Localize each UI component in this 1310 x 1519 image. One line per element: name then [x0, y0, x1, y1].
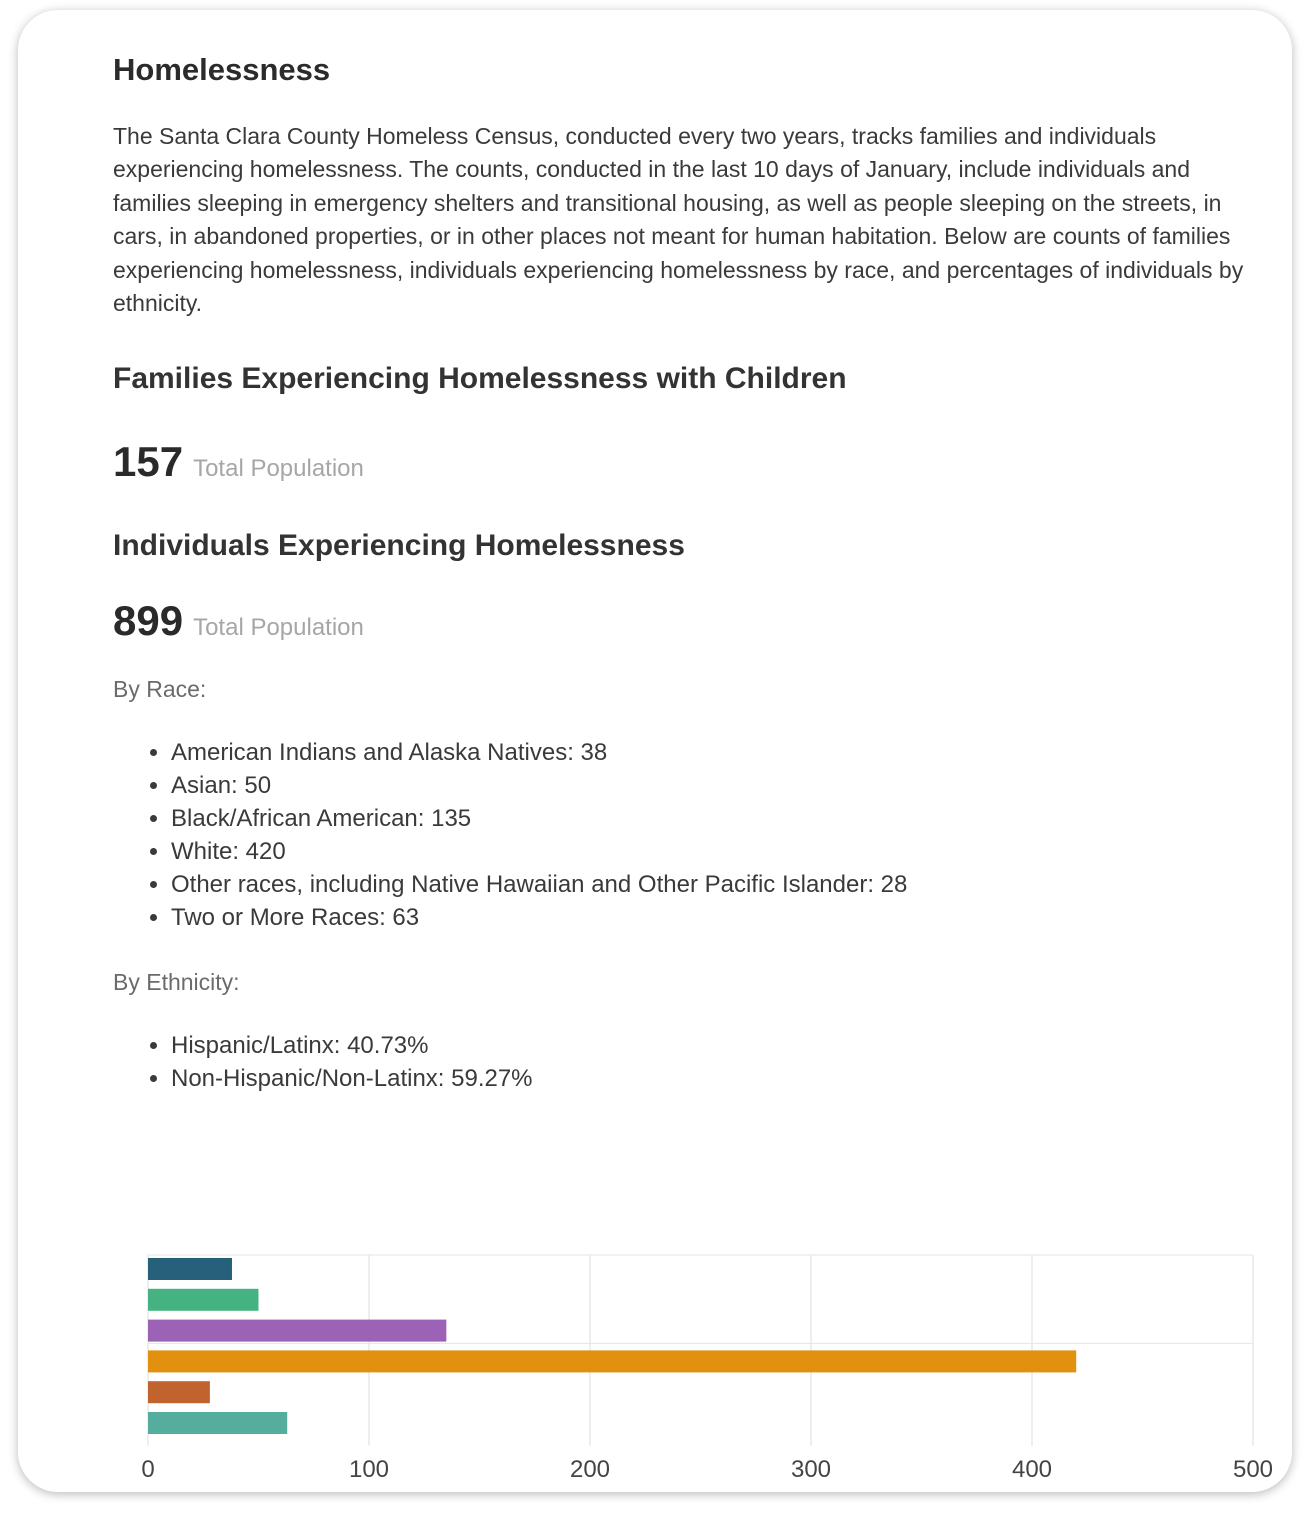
individuals-stat [113, 597, 364, 645]
bar[interactable] [148, 1412, 287, 1434]
list-item: • White: 420 [171, 835, 907, 868]
individuals-count: 899 [113, 597, 184, 644]
list-item: • Two or More Races: 63 [171, 901, 907, 934]
bar[interactable] [148, 1381, 210, 1403]
ethnicity-list [113, 1029, 533, 1095]
list-item: • Non-Hispanic/Non-Latinx: 59.27% [171, 1062, 533, 1095]
individuals-heading: Individuals Experiencing Homelessness [113, 529, 685, 562]
by-ethnicity-label: By Ethnicity: [113, 969, 240, 995]
x-tick-label: 500 [1232, 1455, 1274, 1483]
x-tick-label: 200 [569, 1455, 611, 1483]
bar[interactable] [148, 1320, 446, 1342]
x-tick-label: 300 [790, 1455, 832, 1483]
by-race-label: By Race: [113, 676, 207, 702]
list-item: • Black/African American: 135 [171, 802, 907, 835]
families-count-label: Total Population [193, 455, 364, 482]
families-heading: Families Experiencing Homelessness with Children [113, 362, 847, 395]
bar[interactable] [148, 1350, 1076, 1372]
race-list [113, 736, 907, 934]
list-item: • American Indians and Alaska Natives: 38 [171, 736, 907, 769]
x-tick-label: 100 [348, 1455, 390, 1483]
chart-bars [148, 1258, 1076, 1434]
list-item: • Other races, including Native Hawaiian and Other Pacific Islander: 28 [171, 868, 907, 901]
chart-x-axis [141, 1456, 1273, 1483]
x-tick-label: 400 [1011, 1455, 1053, 1483]
x-tick-label: 0 [141, 1455, 155, 1483]
section-title: Homelessness [113, 52, 331, 87]
families-count: 157 [113, 438, 184, 485]
list-item: • Asian: 50 [171, 769, 907, 802]
bar[interactable] [148, 1258, 232, 1280]
individuals-count-label: Total Population [193, 614, 364, 641]
bar[interactable] [148, 1289, 259, 1311]
families-stat [113, 438, 364, 486]
intro-paragraph: The Santa Clara County Homeless Census, conducted every two years, tracks families and individuals experiencing homelessness. The counts, conducted in the last 10 days of January, include individuals and families sleeping in emergency shelters and transitional housing, as well as people sleeping on the streets, in cars, in abandoned properties, or in other places not meant for human habitation. Below are counts of families experiencing homelessness, individuals experiencing homelessness by race, and percentages of individuals by ethnicity. [113, 123, 1244, 317]
homelessness-card [18, 10, 1292, 1492]
race-bar-chart [118, 1235, 1288, 1485]
list-item: • Hispanic/Latinx: 40.73% [171, 1029, 533, 1062]
